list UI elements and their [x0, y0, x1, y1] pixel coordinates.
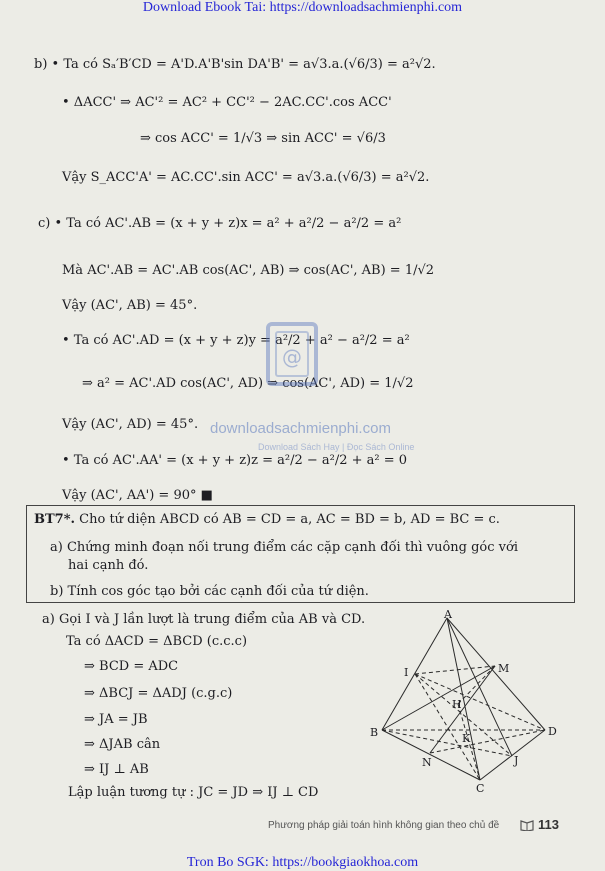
label-n: N	[422, 756, 432, 769]
label-j: J	[514, 754, 519, 767]
download-link[interactable]: Download Ebook Tai: https://downloadsachmienphi.com	[142, 0, 463, 15]
part-c-line-8: Vậy (AC', AA') = 90° ■	[62, 488, 213, 503]
part-c-line-3: Vậy (AC', AB) = 45°.	[62, 298, 198, 313]
watermark-book-icon	[262, 320, 326, 412]
part-b-line-1: b) • Ta có Sₐ′B′CD = A'D.A'B'sin DA'B' = a√3.a.(√6/3) = a²√2.	[34, 57, 436, 72]
exercise-part-a-2: hai cạnh đó.	[68, 558, 149, 573]
label-k: K	[462, 732, 471, 745]
solution-line-3: ⇒ BCD = ADC	[84, 659, 179, 674]
segment-nd-hidden	[430, 730, 545, 753]
label-c: C	[476, 782, 485, 795]
part-c-line-1: c) • Ta có AC'.AB = (x + y + z)x = a² + a²/2 − a²/2 = a²	[38, 216, 402, 231]
part-b-line-2: • ΔACC' ⇒ AC'² = AC² + CC'² − 2AC.CC'.cos ACC'	[62, 95, 392, 110]
label-m: M	[498, 662, 510, 675]
solution-line-8: Lập luận tương tự : JC = JD ⇒ IJ ⊥ CD	[68, 785, 319, 800]
label-i: I	[404, 666, 409, 679]
edge-ad	[447, 618, 545, 730]
watermark-tagline: Download Sách Hay | Đọc Sách Online	[258, 442, 415, 452]
watermark-site: downloadsachmienphi.com	[210, 420, 391, 437]
page-number: 113	[538, 817, 559, 832]
exercise-part-a-1: a) Chứng minh đoạn nối trung điểm các cặp cạnh đối thì vuông góc với	[50, 540, 518, 555]
book-icon	[520, 819, 534, 831]
part-b-line-3: ⇒ cos ACC' = 1/√3 ⇒ sin ACC' = √6/3	[140, 131, 386, 146]
label-a: A	[444, 608, 452, 621]
footer-text: Phương pháp giải toán hình không gian theo chủ đề	[268, 820, 500, 831]
label-d: D	[548, 725, 557, 738]
part-b-line-4: Vậy S_ACC'A' = AC.CC'.sin ACC' = a√3.a.(√6/3) = a²√2.	[62, 170, 430, 185]
part-c-line-6: Vậy (AC', AD) = 45°.	[62, 417, 199, 432]
segment-id-hidden	[415, 674, 545, 730]
edge-aj	[447, 618, 512, 756]
label-b: B	[370, 726, 379, 739]
svg-text:@: @	[282, 345, 302, 369]
exercise-heading	[34, 512, 500, 528]
segment-bm	[382, 666, 495, 730]
edge-ab	[382, 618, 447, 730]
part-c-line-5: ⇒ a² = AC'.AD cos(AC', AD) ⇒ cos(AC', AD) = 1/√2	[82, 376, 414, 391]
solution-line-7: ⇒ IJ ⊥ AB	[84, 762, 149, 777]
solution-line-1: a) Gọi I và J lần lượt là trung điểm của AB và CD.	[42, 612, 366, 627]
part-c-line-2: Mà AC'.AB = AC'.AB cos(AC', AB) ⇒ cos(AC', AB) = 1/√2	[62, 263, 435, 278]
solution-line-6: ⇒ ΔJAB cân	[84, 737, 161, 752]
solution-line-2: Ta có ΔACD = ΔBCD (c.c.c)	[66, 634, 248, 649]
segment-bj-hidden	[382, 730, 512, 756]
segment-hm-hidden	[458, 666, 495, 704]
label-h: H	[452, 698, 462, 711]
exercise-part-b: b) Tính cos góc tạo bởi các cạnh đối của tứ diện.	[50, 584, 369, 599]
part-c-line-7: • Ta có AC'.AA' = (x + y + z)z = a²/2 − a²/2 + a² = 0	[62, 453, 408, 468]
bookgiaokhoa-link[interactable]: Tron Bo SGK: https://bookgiaokhoa.com	[186, 855, 419, 870]
exercise-title: BT7*.	[34, 512, 76, 527]
solution-line-4: ⇒ ΔBCJ = ΔADJ (c.g.c)	[84, 686, 233, 701]
part-c-line-4: • Ta có AC'.AD = (x + y + z)y = a²/2 + a² − a²/2 = a²	[62, 333, 410, 348]
exercise-statement: Cho tứ diện ABCD có AB = CD = a, AC = BD = b, AD = BC = c.	[75, 512, 500, 527]
tetrahedron-figure	[360, 608, 560, 798]
solution-line-5: ⇒ JA = JB	[84, 712, 148, 727]
